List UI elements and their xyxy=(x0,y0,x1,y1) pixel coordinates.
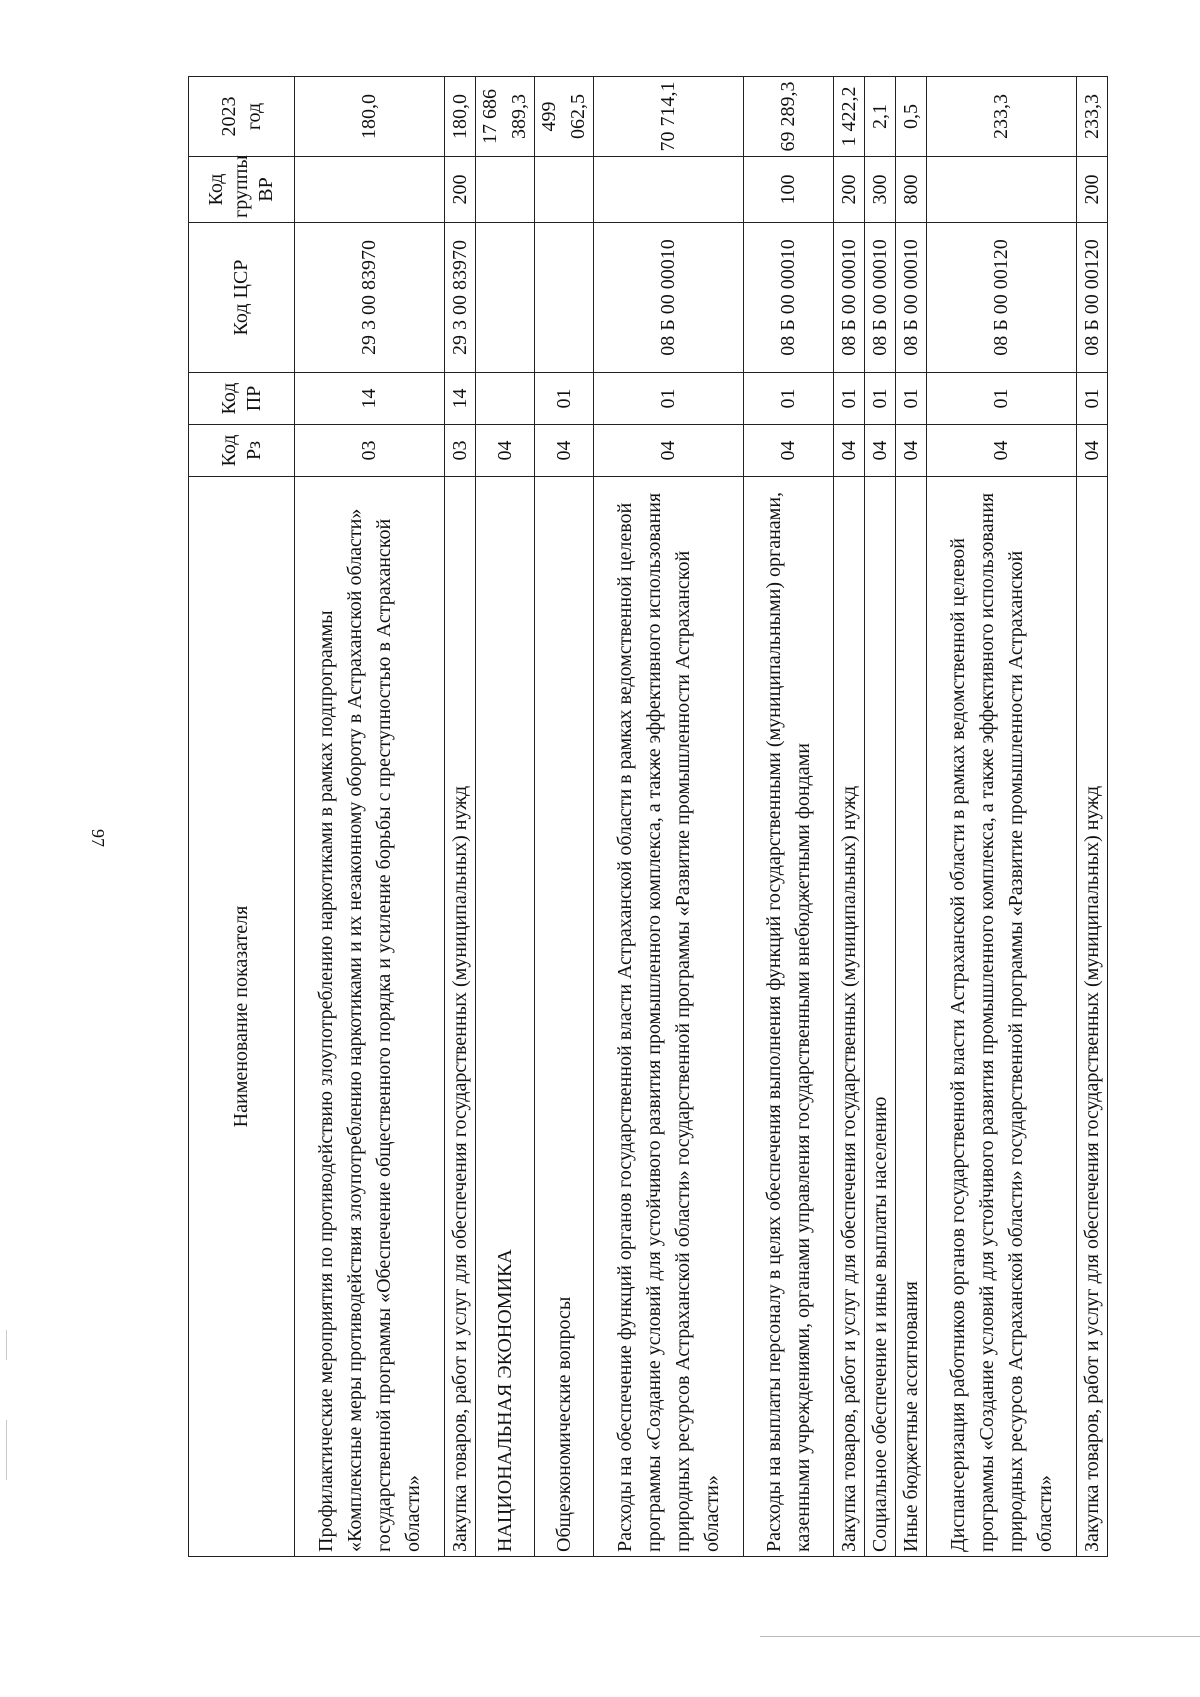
row-rz: 04 xyxy=(1077,425,1108,477)
row-amount: 233,3 xyxy=(1077,77,1108,157)
row-csr xyxy=(535,223,594,373)
row-name: Расходы на обеспечение функций органов государственной власти Астраханской области в рамках ведомственной целевой программы «Создание условий для устойчивого развития промышленного комплекса, а также эффективного использования природных ресурсов Астраханской области» государственной программы «Развитие промышленности Астраханской области» xyxy=(594,477,744,1557)
table-row xyxy=(295,77,445,1557)
row-pr: 01 xyxy=(834,373,865,425)
row-pr: 14 xyxy=(295,373,445,425)
row-pr: 01 xyxy=(594,373,744,425)
row-rz: 04 xyxy=(744,425,834,477)
row-rz: 04 xyxy=(896,425,927,477)
table-row xyxy=(865,77,896,1557)
row-pr: 01 xyxy=(927,373,1077,425)
row-rz: 04 xyxy=(865,425,896,477)
budget-table-container xyxy=(188,77,1103,1557)
page-number: 97 xyxy=(88,829,108,847)
row-amount: 1 422,2 xyxy=(834,77,865,157)
row-pr: 14 xyxy=(445,373,476,425)
row-csr: 08 Б 00 00010 xyxy=(594,223,744,373)
row-pr: 01 xyxy=(865,373,896,425)
row-rz: 04 xyxy=(834,425,865,477)
row-name: Закупка товаров, работ и услуг для обеспечения государственных (муниципальных) нужд xyxy=(1077,477,1108,1557)
row-rz: 03 xyxy=(445,425,476,477)
row-name: Социальное обеспечение и иные выплаты населению xyxy=(865,477,896,1557)
row-rz: 04 xyxy=(535,425,594,477)
row-rz: 04 xyxy=(594,425,744,477)
scan-edge-mark xyxy=(6,1420,7,1480)
header-pr: Код ПР xyxy=(189,373,295,425)
table-row xyxy=(744,77,834,1557)
row-amount: 0,5 xyxy=(896,77,927,157)
row-vr: 300 xyxy=(865,157,896,223)
row-vr: 800 xyxy=(896,157,927,223)
table-row xyxy=(927,77,1077,1557)
row-vr: 100 xyxy=(744,157,834,223)
row-name: Общеэкономические вопросы xyxy=(535,477,594,1557)
row-name: Диспансеризация работников органов государственной власти Астраханской области в рамках ведомственной целевой программы «Создание условий для устойчивого развития промышленного комплекса, а также эффективного использования природных ресурсов Астраханской области» государственной программы «Развитие промышленности Астраханской области» xyxy=(927,477,1077,1557)
row-vr xyxy=(295,157,445,223)
header-vr: Код группы ВР xyxy=(189,157,295,223)
header-rz: Код Рз xyxy=(189,425,295,477)
header-name: Наименование показателя xyxy=(189,477,295,1557)
row-amount: 17 686 389,3 xyxy=(476,77,535,157)
row-csr: 08 Б 00 00010 xyxy=(865,223,896,373)
row-csr: 29 3 00 83970 xyxy=(445,223,476,373)
row-vr: 200 xyxy=(1077,157,1108,223)
row-vr xyxy=(927,157,1077,223)
row-rz: 04 xyxy=(476,425,535,477)
table-row xyxy=(834,77,865,1557)
table-row xyxy=(1077,77,1108,1557)
row-vr: 200 xyxy=(445,157,476,223)
row-pr: 01 xyxy=(535,373,594,425)
table-row xyxy=(535,77,594,1557)
row-amount: 180,0 xyxy=(445,77,476,157)
row-amount: 70 714,1 xyxy=(594,77,744,157)
row-amount: 233,3 xyxy=(927,77,1077,157)
row-name: Расходы на выплаты персоналу в целях обеспечения выполнения функций государственными (муниципальными) органами, казенными учреждениями, органами управления государственными внебюджетными фондами xyxy=(744,477,834,1557)
row-rz: 03 xyxy=(295,425,445,477)
row-name: Закупка товаров, работ и услуг для обеспечения государственных (муниципальных) нужд xyxy=(834,477,865,1557)
row-csr: 08 Б 00 00010 xyxy=(834,223,865,373)
table-header-row xyxy=(189,77,295,1557)
row-vr xyxy=(476,157,535,223)
table-row xyxy=(445,77,476,1557)
row-csr: 08 Б 00 00120 xyxy=(1077,223,1108,373)
row-amount: 69 289,3 xyxy=(744,77,834,157)
budget-table xyxy=(188,76,1108,1557)
row-pr: 01 xyxy=(744,373,834,425)
scan-bottom-line xyxy=(760,1636,1200,1637)
row-vr xyxy=(535,157,594,223)
row-name: НАЦИОНАЛЬНАЯ ЭКОНОМИКА xyxy=(476,477,535,1557)
row-csr: 08 Б 00 00010 xyxy=(896,223,927,373)
row-name: Закупка товаров, работ и услуг для обеспечения государственных (муниципальных) нужд xyxy=(445,477,476,1557)
row-pr xyxy=(476,373,535,425)
row-csr: 08 Б 00 00120 xyxy=(927,223,1077,373)
row-csr: 29 3 00 83970 xyxy=(295,223,445,373)
row-amount: 2,1 xyxy=(865,77,896,157)
row-pr: 01 xyxy=(896,373,927,425)
row-rz: 04 xyxy=(927,425,1077,477)
row-amount: 180,0 xyxy=(295,77,445,157)
row-pr: 01 xyxy=(1077,373,1108,425)
header-year: 2023 год xyxy=(189,77,295,157)
header-csr: Код ЦСР xyxy=(189,223,295,373)
row-csr: 08 Б 00 00010 xyxy=(744,223,834,373)
row-name: Профилактические мероприятия по противодействию злоупотреблению наркотиками в рамках подпрограммы «Комплексные меры противодействия злоупотреблению наркотиками и их незаконному обороту в Астраханской области» государственной программы «Обеспечение общественного порядка и усиление борьбы с преступностью в Астраханской области» xyxy=(295,477,445,1557)
row-csr xyxy=(476,223,535,373)
row-vr: 200 xyxy=(834,157,865,223)
row-name: Иные бюджетные ассигнования xyxy=(896,477,927,1557)
row-amount: 499 062,5 xyxy=(535,77,594,157)
table-row xyxy=(896,77,927,1557)
row-vr xyxy=(594,157,744,223)
table-row xyxy=(476,77,535,1557)
scan-edge-mark xyxy=(6,1330,7,1360)
table-row xyxy=(594,77,744,1557)
